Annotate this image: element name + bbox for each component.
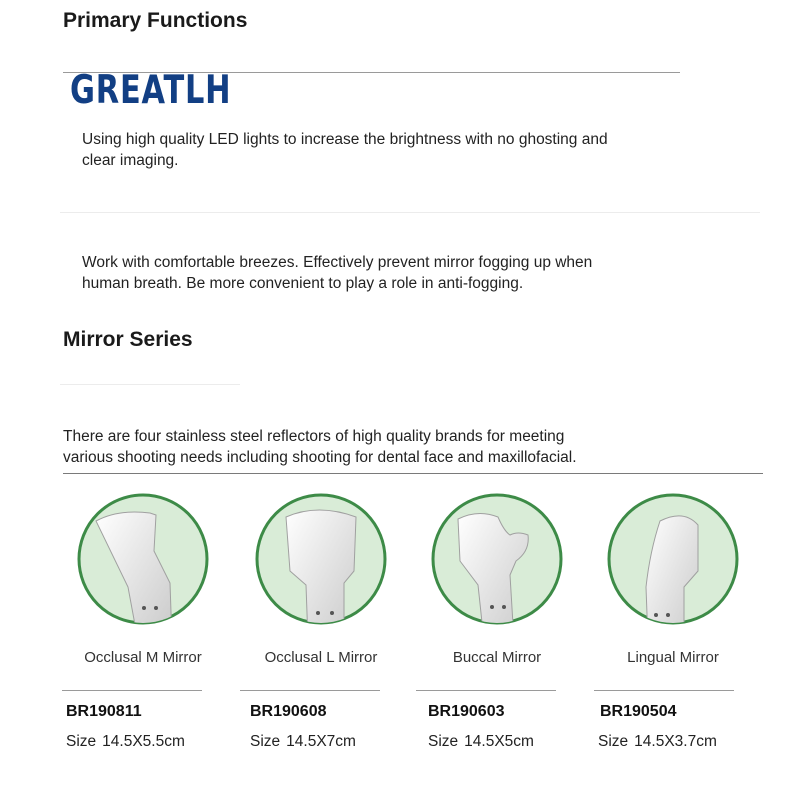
- product-name: Occlusal M Mirror: [84, 649, 202, 666]
- product-size: [250, 733, 362, 751]
- mirror-series-heading: Mirror Series: [63, 328, 193, 351]
- series-divider: [63, 473, 763, 474]
- faint-divider: [60, 212, 760, 213]
- size-label: Size: [250, 733, 281, 750]
- product-name: Lingual Mirror: [627, 649, 719, 666]
- size-label: Size: [428, 733, 459, 750]
- series-line-2: various shooting needs including shooting for dental face and maxillofacial.: [63, 449, 577, 466]
- product-code: BR190504: [600, 703, 677, 720]
- breeze-line-1: Work with comfortable breezes. Effectively prevent mirror fogging up when: [82, 254, 593, 271]
- size-value: 14.5X3.7cm: [634, 733, 717, 750]
- series-paragraph: [63, 426, 577, 468]
- lingual-mirror-image: [588, 491, 758, 631]
- product-size: [66, 733, 191, 751]
- product-divider: [416, 690, 556, 691]
- led-line-1: Using high quality LED lights to increase the brightness with no ghosting and: [82, 131, 608, 148]
- product-name: Occlusal L Mirror: [264, 649, 378, 666]
- product-card-occlusal-l: [236, 491, 406, 761]
- product-code: BR190603: [428, 703, 505, 720]
- series-line-1: There are four stainless steel reflectors of high quality brands for meeting: [63, 428, 565, 445]
- led-paragraph: [82, 129, 608, 171]
- faint-divider-2: [60, 384, 240, 385]
- brand-logo: GREATLH: [70, 68, 232, 113]
- product-divider: [594, 690, 734, 691]
- product-card-lingual: [588, 491, 758, 761]
- product-divider: [240, 690, 380, 691]
- product-divider: [62, 690, 202, 691]
- product-card-buccal: [412, 491, 582, 761]
- size-value: 14.5X5cm: [464, 733, 534, 750]
- occlusal-m-mirror-image: [58, 491, 228, 631]
- product-code: BR190608: [250, 703, 327, 720]
- breeze-paragraph: [82, 252, 592, 294]
- product-size: [598, 733, 723, 751]
- breeze-line-2: human breath. Be more convenient to play a role in anti-fogging.: [82, 275, 524, 292]
- size-value: 14.5X7cm: [286, 733, 356, 750]
- size-label: Size: [66, 733, 97, 750]
- buccal-mirror-image: [412, 491, 582, 631]
- product-size: [428, 733, 540, 751]
- product-card-occlusal-m: [58, 491, 228, 761]
- product-code: BR190811: [66, 703, 142, 720]
- led-line-2: clear imaging.: [82, 152, 179, 169]
- primary-functions-heading: Primary Functions: [63, 9, 248, 32]
- size-label: Size: [598, 733, 629, 750]
- occlusal-l-mirror-image: [236, 491, 406, 631]
- size-value: 14.5X5.5cm: [102, 733, 185, 750]
- product-name: Buccal Mirror: [452, 649, 542, 666]
